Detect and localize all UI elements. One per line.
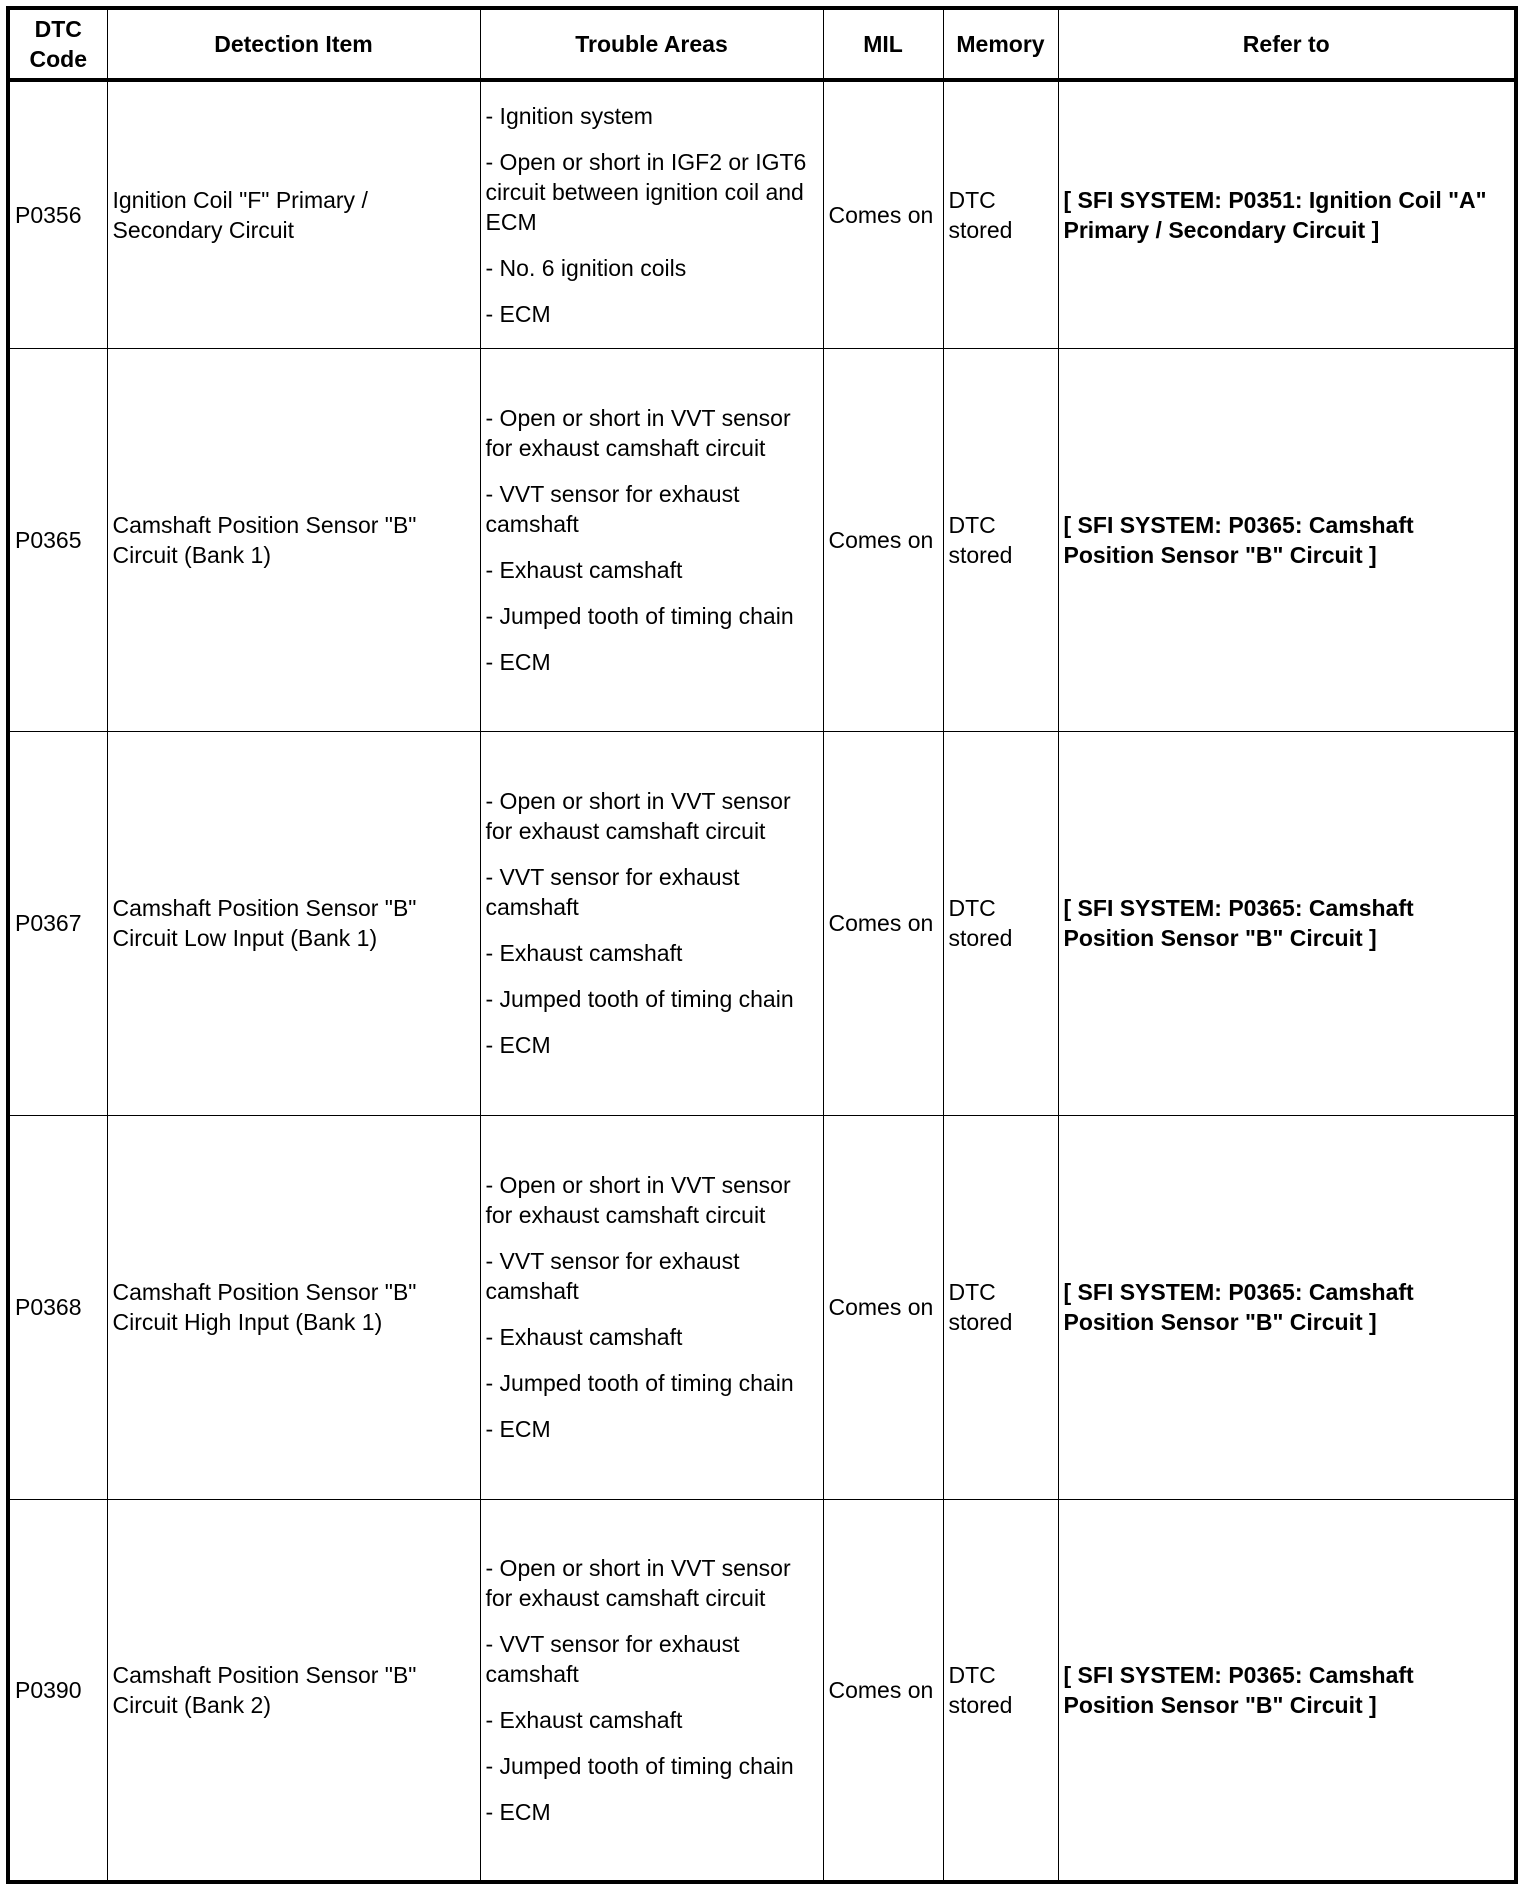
trouble-areas — [480, 731, 823, 1115]
detection-item: Camshaft Position Sensor "B" Circuit (Bank 1) — [107, 348, 480, 731]
trouble-area-item: - ECM — [485, 1032, 551, 1058]
mil-status: Comes on — [823, 1499, 943, 1882]
trouble-area-item: - Jumped tooth of timing chain — [485, 1752, 794, 1779]
header-detection-item: Detection Item — [107, 8, 480, 80]
trouble-areas — [480, 1499, 823, 1882]
trouble-area-item: - Open or short in VVT sensor for exhaust camshaft circuit — [485, 404, 791, 461]
refer-to-link[interactable]: [ SFI SYSTEM: P0365: Camshaft Position Sensor "B" Circuit ] — [1058, 1115, 1516, 1499]
trouble-area-item: - Open or short in VVT sensor for exhaust camshaft circuit — [485, 1554, 791, 1611]
trouble-area-item: - VVT sensor for exhaust camshaft — [485, 864, 740, 920]
mil-status: Comes on — [823, 80, 943, 348]
dtc-code: P0368 — [8, 1115, 107, 1499]
trouble-area-item: - VVT sensor for exhaust camshaft — [485, 480, 740, 537]
table-row — [8, 348, 1516, 731]
dtc-table — [6, 6, 1518, 1884]
trouble-area-item: - Open or short in VVT sensor for exhaust camshaft circuit — [485, 1172, 791, 1228]
trouble-area-item: - VVT sensor for exhaust camshaft — [485, 1248, 740, 1304]
detection-item: Camshaft Position Sensor "B" Circuit High Input (Bank 1) — [107, 1115, 480, 1499]
header-trouble-areas: Trouble Areas — [480, 8, 823, 80]
table-row — [8, 1499, 1516, 1882]
refer-to-link[interactable]: [ SFI SYSTEM: P0365: Camshaft Position Sensor "B" Circuit ] — [1058, 348, 1516, 731]
memory-status: DTC stored — [943, 80, 1058, 348]
trouble-area-item: - ECM — [485, 1416, 551, 1442]
trouble-area-item: - ECM — [485, 1798, 551, 1825]
trouble-area-item: - Jumped tooth of timing chain — [485, 986, 794, 1012]
trouble-area-item: - Exhaust camshaft — [485, 940, 683, 966]
detection-item: Camshaft Position Sensor "B" Circuit (Bank 2) — [107, 1499, 480, 1882]
refer-to-link[interactable]: [ SFI SYSTEM: P0365: Camshaft Position Sensor "B" Circuit ] — [1058, 1499, 1516, 1882]
trouble-area-item: - Open or short in VVT sensor for exhaust camshaft circuit — [485, 788, 791, 844]
dtc-code: P0356 — [8, 80, 107, 348]
dtc-code: P0390 — [8, 1499, 107, 1882]
header-dtc-code: DTC Code — [8, 8, 107, 80]
dtc-code: P0365 — [8, 348, 107, 731]
header-memory: Memory — [943, 8, 1058, 80]
memory-status: DTC stored — [943, 348, 1058, 731]
header-refer-to: Refer to — [1058, 8, 1516, 80]
table-row — [8, 80, 1516, 348]
header-mil: MIL — [823, 8, 943, 80]
trouble-area-item: - Ignition system — [485, 102, 653, 129]
trouble-area-item: - No. 6 ignition coils — [485, 254, 687, 281]
header-row — [8, 8, 1516, 80]
memory-status: DTC stored — [943, 1499, 1058, 1882]
table-row — [8, 1115, 1516, 1499]
trouble-area-item: - ECM — [485, 648, 551, 675]
trouble-areas — [480, 348, 823, 731]
memory-status: DTC stored — [943, 1115, 1058, 1499]
trouble-area-item: - Open or short in IGF2 or IGT6 circuit between ignition coil and ECM — [485, 148, 807, 235]
trouble-area-item: - ECM — [485, 300, 551, 327]
mil-status: Comes on — [823, 348, 943, 731]
trouble-areas — [480, 1115, 823, 1499]
mil-status: Comes on — [823, 731, 943, 1115]
trouble-area-item: - Exhaust camshaft — [485, 556, 683, 583]
refer-to-link[interactable]: [ SFI SYSTEM: P0365: Camshaft Position Sensor "B" Circuit ] — [1058, 731, 1516, 1115]
trouble-areas — [480, 80, 823, 348]
trouble-area-item: - VVT sensor for exhaust camshaft — [485, 1630, 740, 1687]
dtc-code: P0367 — [8, 731, 107, 1115]
trouble-area-item: - Exhaust camshaft — [485, 1706, 683, 1733]
trouble-area-item: - Jumped tooth of timing chain — [485, 602, 794, 629]
detection-item: Camshaft Position Sensor "B" Circuit Low Input (Bank 1) — [107, 731, 480, 1115]
trouble-area-item: - Jumped tooth of timing chain — [485, 1370, 794, 1396]
detection-item: Ignition Coil "F" Primary / Secondary Circuit — [107, 80, 480, 348]
trouble-area-item: - Exhaust camshaft — [485, 1324, 683, 1350]
memory-status: DTC stored — [943, 731, 1058, 1115]
mil-status: Comes on — [823, 1115, 943, 1499]
refer-to-link[interactable]: [ SFI SYSTEM: P0351: Ignition Coil "A" Primary / Secondary Circuit ] — [1058, 80, 1516, 348]
table-row — [8, 731, 1516, 1115]
